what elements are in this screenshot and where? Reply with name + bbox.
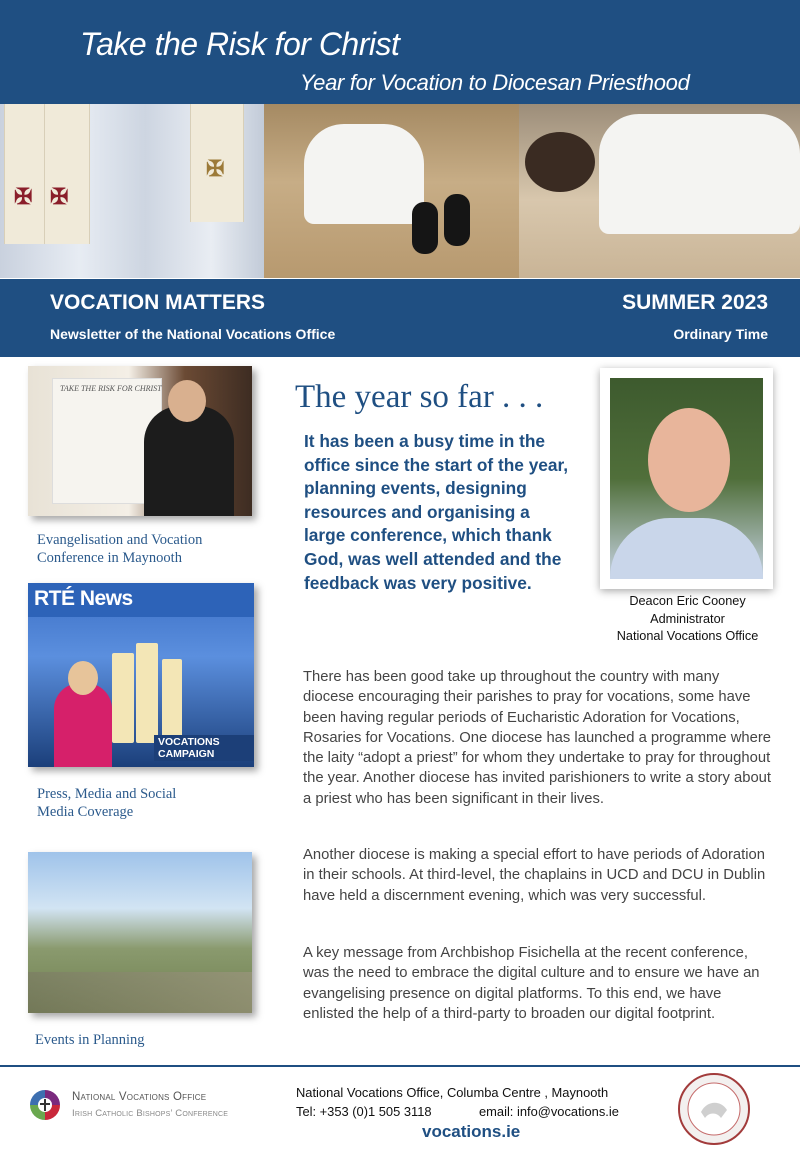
candle xyxy=(162,659,182,743)
pilgrims-path xyxy=(28,972,252,1013)
candle xyxy=(112,653,134,743)
banner-subtitle: Year for Vocation to Diocesan Priesthood xyxy=(300,70,690,95)
article-paragraph: There has been good take up throughout the country with many diocese encouraging their parishes to pray for vocations, some have been having regular periods of Eucharistic Adoration for Vocations, Rosaries for Vocations. One diocese has launched a programme where the laity “adopt a priest” for whom they undertake to pray for throughout the year. Another diocese has invited parishioners to write a story about a priest who has been significant in their lives. xyxy=(303,669,772,807)
newsletter-name: VOCATION MATTERS xyxy=(50,291,266,314)
photo-strip xyxy=(0,104,800,278)
portrait-shirt xyxy=(610,518,763,579)
conference-photo xyxy=(28,366,252,516)
prostration-photo-1 xyxy=(264,104,519,278)
footer-website-link[interactable]: vocations.ie xyxy=(422,1122,521,1141)
article-paragraph: A key message from Archbishop Fisichella at the recent conference, was the need to embrace the digital culture and to ensure we have an evangelising presence on digital platforms. To this end, we have enlisted the help of a third-party to broaden our digital footprint. xyxy=(303,945,760,1022)
season-label: Ordinary Time xyxy=(673,326,768,342)
portrait-role: Administrator xyxy=(650,611,725,626)
shoe xyxy=(412,202,438,254)
stoles-photo xyxy=(0,104,264,278)
jerusalem-cross-icon: ✠ xyxy=(14,184,33,209)
article-headline: The year so far . . . xyxy=(295,379,544,415)
head xyxy=(525,132,595,192)
caption-line: Press, Media and Social xyxy=(37,786,177,802)
article-lead: It has been a busy time in the office since the start of the year, planning events, designing resources and organising a large conference, which thank God, was well attended and the feedback was very positive. xyxy=(304,431,569,593)
portrait-photo xyxy=(610,378,763,579)
portrait-frame xyxy=(600,368,773,589)
prostrate-figure xyxy=(599,114,800,234)
caption-line: Events in Planning xyxy=(35,1032,145,1048)
footer-email[interactable]: email: info@vocations.ie xyxy=(479,1104,619,1119)
conference-banner-text: TAKE THE RISK FOR CHRIST xyxy=(60,384,162,393)
header-banner xyxy=(0,0,800,104)
banner-title: Take the Risk for Christ xyxy=(80,26,400,62)
jerusalem-cross-icon: ✠ xyxy=(50,184,69,209)
prostration-photo-2 xyxy=(519,104,800,278)
newsletter-tagline: Newsletter of the National Vocations Office xyxy=(50,326,336,342)
caption-line: Evangelisation and Vocation xyxy=(37,532,203,548)
newsletter-titlebar xyxy=(0,279,800,357)
footer-org-name: National Vocations Office xyxy=(72,1091,207,1103)
rte-chyron: VOCATIONS CAMPAIGN xyxy=(154,735,254,761)
stole-mid xyxy=(44,104,90,244)
presenter xyxy=(54,683,112,767)
speaker xyxy=(144,406,234,516)
rte-logo: RTÉ News xyxy=(34,587,133,610)
prostrate-figure xyxy=(304,124,424,224)
caption-line: Conference in Maynooth xyxy=(37,550,182,566)
portrait-caption xyxy=(600,593,775,646)
nvo-logo-icon xyxy=(28,1088,62,1122)
caption-line: Media Coverage xyxy=(37,804,134,820)
issue-label: SUMMER 2023 xyxy=(622,291,768,314)
article-paragraph: Another diocese is making a special effort to have periods of Adoration in their schools. At third-level, the chaplains in UCD and DCU in Dublin have held a discernment evening, which was very successful. xyxy=(303,847,766,904)
footer-address: National Vocations Office, Columba Centre , Maynooth xyxy=(296,1085,609,1100)
portrait-face xyxy=(648,408,730,512)
mountain-pilgrimage-photo xyxy=(28,852,252,1013)
jerusalem-cross-icon: ✠ xyxy=(206,156,225,181)
caption-events xyxy=(35,1031,145,1049)
portrait-name: Deacon Eric Cooney xyxy=(629,594,746,608)
year-seal xyxy=(677,1072,751,1146)
caption-media xyxy=(37,785,176,821)
rte-news-photo xyxy=(28,583,254,767)
footer-divider xyxy=(0,1065,800,1067)
seal-icon xyxy=(677,1072,751,1146)
footer-org-sub: Irish Catholic Bishops’ Conference xyxy=(72,1108,229,1119)
footer-tel[interactable]: Tel: +353 (0)1 505 3118 xyxy=(296,1104,432,1119)
portrait-office: National Vocations Office xyxy=(616,629,759,643)
candle xyxy=(136,643,158,743)
presenter-head xyxy=(68,661,98,695)
speaker-head xyxy=(168,380,206,422)
caption-conference xyxy=(37,531,202,567)
shoe xyxy=(444,194,470,246)
